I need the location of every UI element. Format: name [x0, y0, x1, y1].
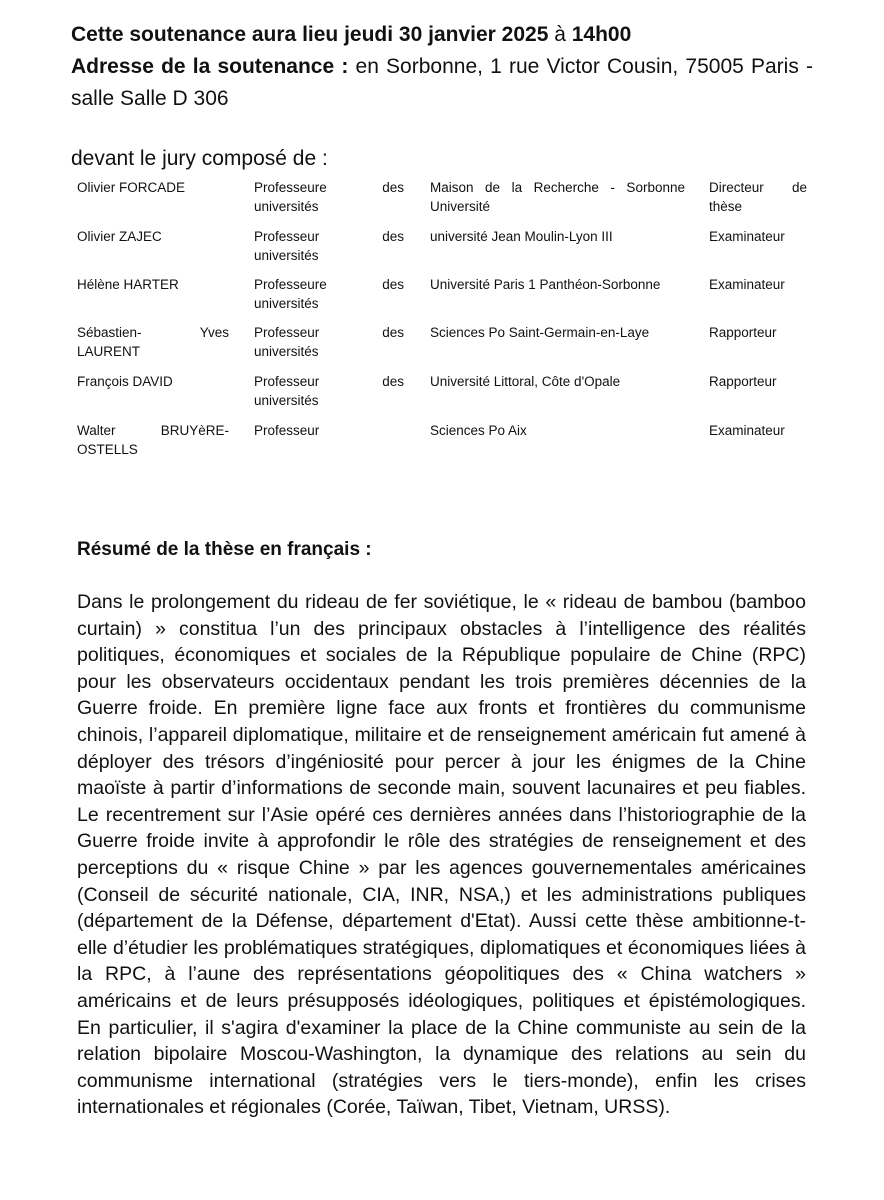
jury-member-institution: Sciences Po Aix — [430, 423, 527, 438]
jury-member-name: Hélène HARTER — [77, 277, 179, 292]
jury-member-institution: Maison de la Recherche - Sorbonne Université — [430, 180, 685, 214]
resume-body: Dans le prolongement du rideau de fer soviétique, le « rideau de bambou (bamboo curtain) » constitua l’un des principaux obstacles à l’intelligence des réalités politiques, économiques et sociales de la République populaire de Chine (RPC) pour les observateurs occidentaux pendant les trois premières décennies de la Guerre froide. En première ligne face aux fronts et frontières du communisme chinois, l’appareil diplomatique, militaire et de renseignement américain fut amené à déployer des trésors d’ingéniosité pour percer à jour les énigmes de la Chine maoïste à partir d’informations de seconde main, souvent lacunaires et peu fiables. Le recentrement sur l’Asie opéré ces dernières années dans l’historiographie de la Guerre froide invite à approfondir le rôle des stratégies de renseignement et des perceptions du « risque Chine » par les agences gouvernementales américaines (Conseil de sécurité nationale, CIA, INR, NSA,) et les administrations publiques (département de la Défense, département d'Etat). Aussi cette thèse ambitionne-t-elle d’étudier les problématiques stratégiques, diplomatiques et économiques liées à la RPC, à l’aune des représentations géopolitiques des « China watchers » américains et de leurs présupposés idéologiques, politiques et épistémologiques. En particulier, il s'agira d'examiner la place de la Chine communiste au sein de la relation bipolaire Moscou-Washington, la dynamique des relations au sein du communisme international (stratégies vers le tiers-monde), enfin les crises internationales et régionales (Corée, Taïwan, Tibet, Vietnam, URSS). — [77, 591, 806, 1119]
jury-member-grade: Professeur — [254, 423, 320, 438]
jury-table — [77, 178, 807, 469]
resume-title: Résumé de la thèse en français : — [77, 539, 372, 560]
jury-member-role: Examinateur — [709, 277, 785, 292]
jury-member-grade: Professeur des universités — [254, 374, 404, 408]
jury-row — [77, 323, 807, 372]
jury-member-role: Directeur de thèse — [709, 180, 807, 214]
defense-time: 14h00 — [571, 23, 632, 46]
jury-row — [77, 372, 807, 421]
jury-member-grade: Professeure des universités — [254, 277, 404, 311]
address-label: Adresse de la soutenance : — [71, 55, 349, 78]
address-value: en Sorbonne, 1 rue Victor Cousin, 75005 Paris - salle Salle D 306 — [71, 55, 813, 110]
date-connector: à — [554, 23, 566, 46]
jury-member-institution: Université Littoral, Côte d'Opale — [430, 374, 621, 389]
defense-address-line — [71, 51, 813, 115]
jury-member-name: Walter BRUYèRE- OSTELLS — [77, 423, 229, 457]
defense-date-line — [71, 18, 813, 51]
jury-member-grade: Professeure des universités — [254, 180, 404, 214]
jury-member-role: Examinateur — [709, 423, 785, 438]
jury-row — [77, 275, 807, 323]
jury-member-name: Olivier ZAJEC — [77, 229, 162, 244]
jury-member-role: Examinateur — [709, 229, 785, 244]
jury-member-institution: Sciences Po Saint-Germain-en-Laye — [430, 325, 650, 340]
jury-member-institution: université Jean Moulin-Lyon III — [430, 229, 613, 244]
defense-header — [71, 18, 813, 115]
jury-member-grade: Professeur des universités — [254, 229, 404, 263]
defense-date: Cette soutenance aura lieu jeudi 30 janvier 2025 — [71, 23, 549, 46]
jury-member-name: Sébastien- Yves LAURENT — [77, 325, 229, 359]
jury-member-role: Rapporteur — [709, 374, 777, 389]
jury-member-name: François DAVID — [77, 374, 173, 389]
jury-row — [77, 421, 807, 469]
jury-title: devant le jury composé de : — [71, 147, 328, 170]
jury-row — [77, 178, 807, 227]
jury-member-institution: Université Paris 1 Panthéon-Sorbonne — [430, 277, 661, 292]
jury-member-name: Olivier FORCADE — [77, 180, 186, 195]
jury-row — [77, 227, 807, 275]
jury-member-role: Rapporteur — [709, 325, 777, 340]
jury-member-grade: Professeur des universités — [254, 325, 404, 359]
